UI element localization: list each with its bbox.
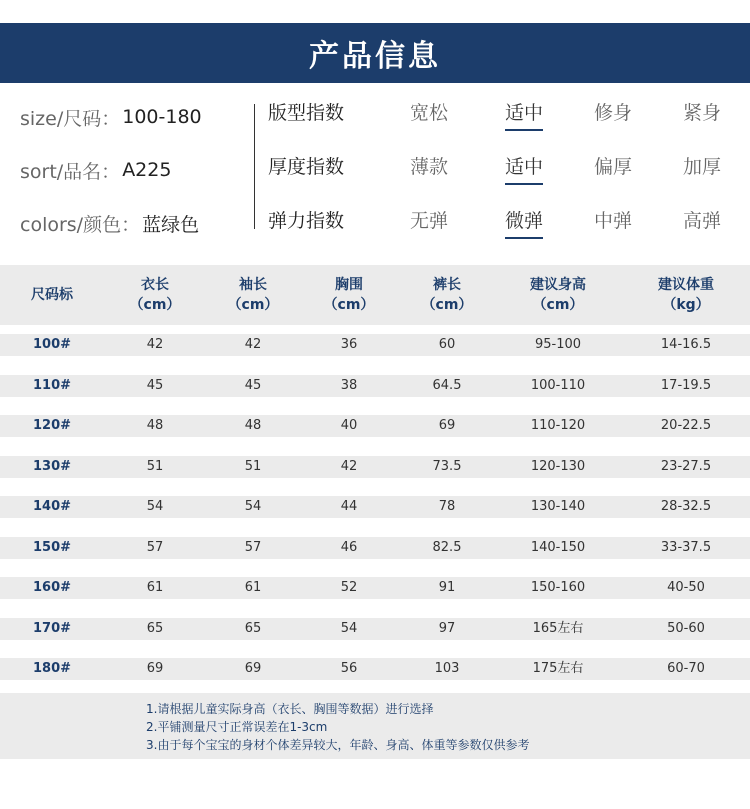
thickness-index-option: 薄款 <box>410 156 449 178</box>
table-cell: 42 <box>340 458 358 474</box>
column-header <box>304 265 394 325</box>
column-header-title: 裤长 <box>433 277 461 293</box>
note-2: 2.平铺测量尺寸正常误差在1-3cm <box>146 720 328 734</box>
table-cell: 60 <box>438 337 456 352</box>
column-header-unit: （cm） <box>129 297 181 313</box>
size-label: size/尺码： <box>20 107 121 130</box>
notes-box <box>0 693 750 759</box>
size-cell: 150# <box>32 539 72 555</box>
table-cell: 50-60 <box>667 620 705 636</box>
table-row <box>0 415 750 437</box>
table-cell: 61 <box>244 580 262 595</box>
column-header-title: 胸围 <box>335 277 363 293</box>
thickness-index-option: 偏厚 <box>594 156 633 178</box>
table-header <box>0 265 750 325</box>
table-cell: 69 <box>146 661 164 676</box>
table-cell: 44 <box>340 499 358 514</box>
table-cell: 130-140 <box>530 499 586 514</box>
table-cell: 52 <box>340 580 358 595</box>
column-header-title: 尺码标 <box>31 287 73 303</box>
table-cell: 61 <box>146 580 164 595</box>
table-cell: 175左右 <box>532 661 584 676</box>
color-label: colors/颜色： <box>20 213 141 236</box>
stretch-index-option: 高弹 <box>683 210 722 232</box>
size-cell: 160# <box>32 580 72 595</box>
column-header-title: 建议身高 <box>530 277 586 293</box>
table-cell: 103 <box>434 661 460 676</box>
table-cell: 65 <box>146 620 164 636</box>
table-cell: 64.5 <box>432 377 462 393</box>
table-cell: 57 <box>146 539 164 555</box>
fit-index-option: 适中 <box>505 98 543 125</box>
size-cell: 170# <box>32 620 72 636</box>
size-cell: 120# <box>32 418 72 433</box>
stretch-index-option: 中弹 <box>594 210 633 232</box>
stretch-index-option: 微弹 <box>505 206 543 233</box>
table-cell: 42 <box>146 337 164 352</box>
stretch-index-option: 无弹 <box>410 210 449 232</box>
table-cell: 51 <box>244 458 262 474</box>
column-header-unit: （cm） <box>227 297 279 313</box>
fit-index-option: 紧身 <box>683 102 722 124</box>
fit-index-row <box>268 94 738 128</box>
table-cell: 110-120 <box>530 418 586 433</box>
column-header-unit: （kg） <box>662 297 710 313</box>
table-row <box>0 375 750 397</box>
table-cell: 69 <box>244 661 262 676</box>
table-cell: 14-16.5 <box>660 337 712 352</box>
column-header <box>208 265 298 325</box>
table-cell: 28-32.5 <box>660 499 712 514</box>
table-row <box>0 618 750 640</box>
table-cell: 65 <box>244 620 262 636</box>
table-cell: 100-110 <box>530 377 586 393</box>
thickness-index-row <box>268 148 738 182</box>
table-cell: 48 <box>244 418 262 433</box>
column-header-title: 建议体重 <box>658 277 714 293</box>
fit-index-option: 宽松 <box>410 102 449 124</box>
column-header <box>2 265 102 325</box>
table-cell: 48 <box>146 418 164 433</box>
table-cell: 56 <box>340 661 358 676</box>
note-3: 3.由于每个宝宝的身材个体差异较大，年龄、身高、体重等参数仅供参考 <box>146 738 530 752</box>
table-row <box>0 456 750 478</box>
column-header <box>402 265 492 325</box>
size-cell: 140# <box>32 499 72 514</box>
color-value: 蓝绿色 <box>142 213 200 236</box>
column-header <box>110 265 200 325</box>
table-row <box>0 577 750 599</box>
sort-value: A225 <box>122 159 172 181</box>
table-cell: 73.5 <box>432 458 462 474</box>
table-cell: 82.5 <box>432 539 462 555</box>
table-cell: 33-37.5 <box>660 539 712 555</box>
table-cell: 40 <box>340 418 358 433</box>
table-cell: 42 <box>244 337 262 352</box>
table-cell: 60-70 <box>667 661 705 676</box>
size-cell: 110# <box>32 377 72 393</box>
column-header-title: 衣长 <box>141 277 169 293</box>
table-row <box>0 334 750 356</box>
stretch-index-title: 弹力指数 <box>268 210 345 232</box>
size-cell: 100# <box>32 337 72 352</box>
table-row <box>0 658 750 680</box>
column-header <box>626 265 746 325</box>
thickness-index-title: 厚度指数 <box>268 156 345 178</box>
product-info <box>0 92 750 252</box>
table-row <box>0 537 750 559</box>
table-cell: 23-27.5 <box>660 458 712 474</box>
thickness-index-option: 加厚 <box>683 156 722 178</box>
table-cell: 54 <box>146 499 164 514</box>
size-cell: 130# <box>32 458 72 474</box>
table-row <box>0 496 750 518</box>
fit-index-option: 修身 <box>594 102 633 124</box>
size-value: 100-180 <box>122 106 202 128</box>
table-cell: 20-22.5 <box>660 418 712 433</box>
table-cell: 40-50 <box>667 580 705 595</box>
table-cell: 38 <box>340 377 358 393</box>
fit-index-title: 版型指数 <box>268 102 345 124</box>
table-cell: 54 <box>244 499 262 514</box>
table-cell: 17-19.5 <box>660 377 712 393</box>
note-1: 1.请根据儿童实际身高（衣长、胸围等数据）进行选择 <box>146 702 434 716</box>
column-header-unit: （cm） <box>323 297 375 313</box>
table-cell: 91 <box>438 580 456 595</box>
table-cell: 57 <box>244 539 262 555</box>
column-header <box>498 265 618 325</box>
table-cell: 45 <box>244 377 262 393</box>
table-cell: 97 <box>438 620 456 636</box>
sort-row <box>20 155 171 185</box>
table-cell: 140-150 <box>530 539 586 555</box>
size-cell: 180# <box>32 661 72 676</box>
title-banner <box>0 23 750 83</box>
sort-label: sort/品名： <box>20 160 121 183</box>
table-cell: 51 <box>146 458 164 474</box>
table-cell: 150-160 <box>530 580 586 595</box>
table-cell: 165左右 <box>532 620 584 636</box>
column-header-unit: （cm） <box>532 297 584 313</box>
size-row <box>20 102 202 132</box>
table-cell: 95-100 <box>534 337 582 352</box>
stretch-index-row <box>268 202 738 236</box>
table-cell: 46 <box>340 539 358 555</box>
table-cell: 36 <box>340 337 358 352</box>
table-cell: 78 <box>438 499 456 514</box>
table-cell: 69 <box>438 418 456 433</box>
column-header-unit: （cm） <box>421 297 473 313</box>
divider <box>254 104 255 229</box>
column-header-title: 袖长 <box>239 277 267 293</box>
table-cell: 120-130 <box>530 458 586 474</box>
banner-title: 产品信息 <box>309 39 441 74</box>
color-row <box>20 208 199 238</box>
table-cell: 54 <box>340 620 358 636</box>
table-cell: 45 <box>146 377 164 393</box>
thickness-index-option: 适中 <box>505 152 543 179</box>
